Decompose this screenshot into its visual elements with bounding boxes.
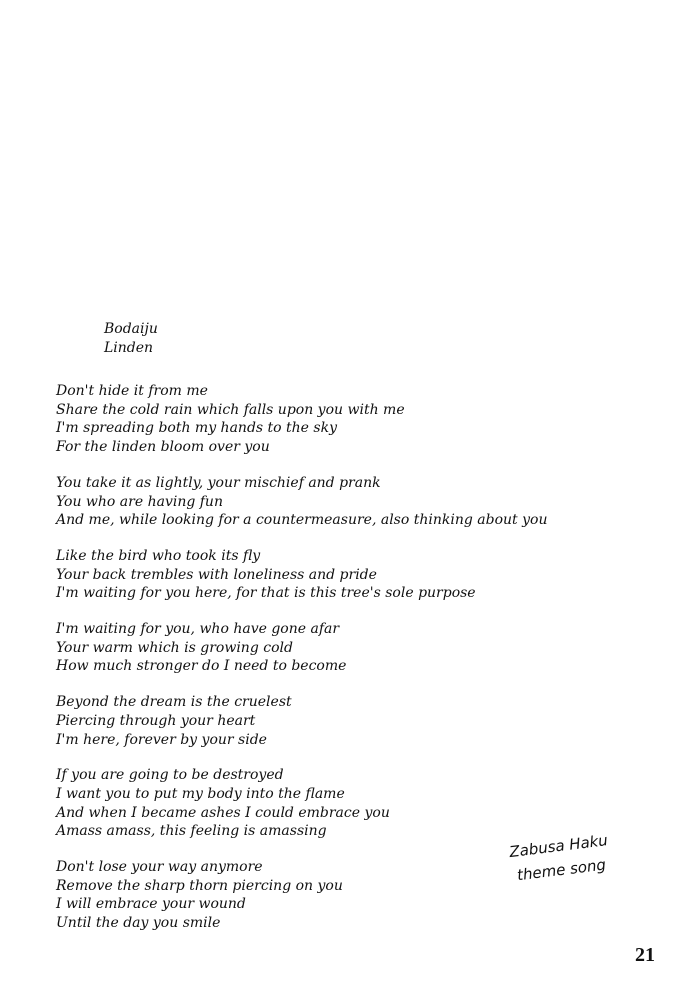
page-number: 21: [635, 944, 655, 966]
lyric-line: Don't hide it from me: [56, 383, 208, 399]
stanza-3: [56, 547, 576, 603]
song-title: [104, 320, 158, 357]
title-japanese: Bodaiju: [104, 321, 158, 337]
stanza-2: [56, 474, 576, 530]
lyric-line: How much stronger do I need to become: [56, 658, 347, 675]
lyric-line: And me, while looking for a countermeasure, also thinking about you: [56, 512, 548, 529]
stanza-4: [56, 620, 576, 676]
lyric-line: Remove the sharp thorn piercing on you: [56, 877, 343, 894]
lyric-line: Piercing through your heart: [56, 712, 256, 729]
lyric-line: I will embrace your wound: [56, 896, 246, 913]
lyric-line: You take it as lightly, your mischief and prank: [56, 474, 381, 491]
lyric-line: You who are having fun: [56, 493, 223, 510]
lyric-line: Until the day you smile: [56, 915, 221, 932]
lyric-line: I want you to put my body into the flame: [56, 785, 345, 802]
lyric-line: If you are going to be destroyed: [56, 767, 284, 784]
sidenote-line: theme song: [516, 855, 607, 885]
lyric-line: Amass amass, this feeling is amassing: [56, 823, 327, 840]
stanza-1: [56, 382, 576, 457]
lyric-line: For the linden bloom over you: [56, 439, 270, 456]
lyrics-body: [56, 382, 576, 950]
lyric-line: And when I became ashes I could embrace you: [56, 804, 390, 821]
lyric-line: Share the cold rain which falls upon you with me: [56, 401, 405, 418]
lyric-line: I'm spreading both my hands to the sky: [56, 420, 337, 437]
lyric-line: Don't lose your way anymore: [56, 859, 263, 876]
lyric-line: Like the bird who took its fly: [56, 547, 261, 564]
sidenote-line: Zabusa Haku: [508, 831, 609, 862]
stanza-7: [56, 858, 576, 933]
stanza-6: [56, 766, 576, 841]
lyric-line: Beyond the dream is the cruelest: [56, 694, 292, 711]
lyric-line: I'm here, forever by your side: [56, 731, 267, 748]
lyric-line: Your back trembles with loneliness and pride: [56, 566, 377, 583]
lyric-line: I'm waiting for you here, for that is this tree's sole purpose: [56, 585, 476, 602]
stanza-5: [56, 693, 576, 749]
title-english: Linden: [104, 339, 154, 356]
lyric-line: Your warm which is growing cold: [56, 639, 293, 656]
lyric-line: I'm waiting for you, who have gone afar: [56, 621, 340, 638]
